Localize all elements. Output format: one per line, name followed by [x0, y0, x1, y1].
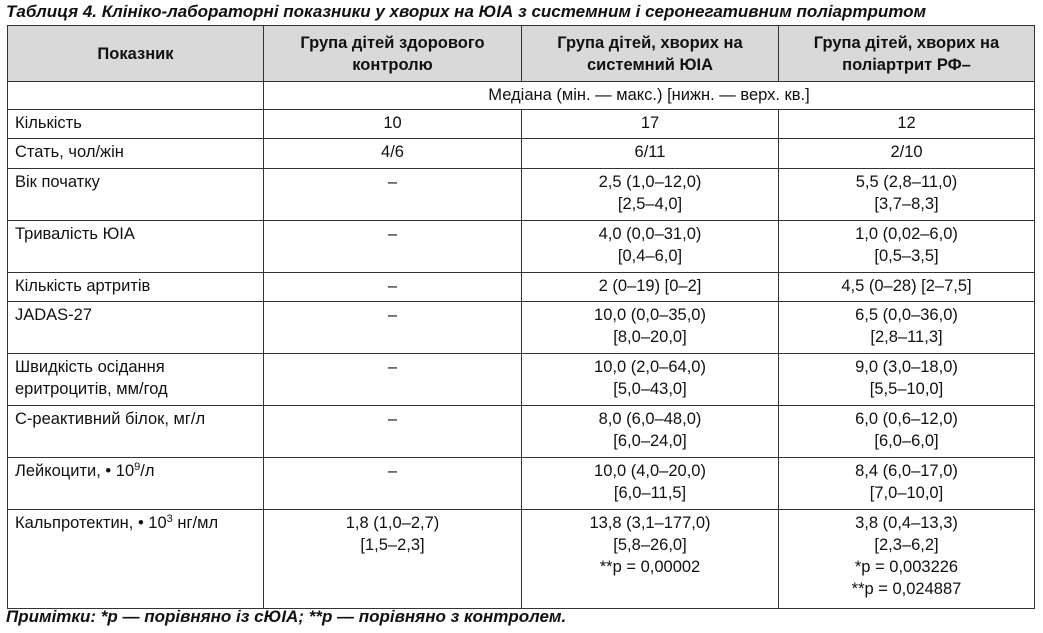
value-cell-c1 [264, 510, 522, 609]
value-line: – [387, 173, 398, 191]
row-label: Кількість артритів [8, 273, 264, 302]
value-line: [6,0–6,0] [874, 432, 939, 450]
empty-cell [8, 82, 264, 110]
value-cell-c1 [264, 221, 522, 273]
value-cell-c1 [264, 139, 522, 169]
value-line: – [387, 306, 398, 324]
header-row [8, 26, 1035, 82]
table-row [8, 302, 1035, 354]
value-line: 12 [897, 114, 916, 132]
value-line: [2,5–4,0] [617, 195, 683, 213]
value-line: 5,5 (2,8–11,0) [855, 173, 958, 191]
value-cell-c2 [522, 510, 779, 609]
row-label-text: Лейкоцити, • 10 [15, 462, 135, 480]
row-label: JADAS-27 [8, 302, 264, 354]
value-line: [5,5–10,0] [869, 380, 944, 398]
value-line: 6/11 [634, 143, 666, 161]
value-cell-c1 [264, 354, 522, 406]
value-cell-c3 [779, 273, 1035, 302]
header-systemic-group: Група дітей, хворих на системний ЮІА [522, 26, 779, 82]
value-line: – [387, 462, 398, 480]
value-line: 4,0 (0,0–31,0) [598, 225, 702, 243]
value-line: 1,0 (0,02–6,0) [855, 225, 958, 243]
value-line: 17 [640, 114, 660, 132]
value-cell-c2 [522, 354, 779, 406]
value-line: 2,5 (1,0–12,0) [598, 173, 702, 191]
value-line: [2,3–6,2] [874, 536, 939, 554]
table-row [8, 273, 1035, 302]
value-line: – [387, 358, 398, 376]
value-cell-c1 [264, 458, 522, 510]
value-cell-c2 [522, 169, 779, 221]
row-label-unit: нг/мл [172, 514, 219, 532]
value-line: [7,0–10,0] [869, 484, 944, 502]
value-cell-c2 [522, 110, 779, 139]
row-label-text: Кальпротектин, • 10 [15, 514, 167, 532]
value-cell-c3 [779, 406, 1035, 458]
value-line: 8,0 (6,0–48,0) [598, 410, 702, 428]
value-cell-c2 [522, 139, 779, 169]
value-line: 10 [383, 114, 402, 132]
table-footnote: Примітки: *р — порівняно із сЮІА; **р — порівняно з контролем. [6, 607, 567, 626]
row-label [8, 458, 264, 510]
value-line: [0,4–6,0] [617, 247, 683, 265]
value-line: [2,8–11,3] [870, 328, 943, 346]
row-label: С-реактивний білок, мг/л [8, 406, 264, 458]
value-line: 4,5 (0–28) [2–7,5] [841, 277, 972, 295]
row-label-exponent: 3 [166, 513, 173, 525]
value-line: 8,4 (6,0–17,0) [855, 462, 958, 480]
value-line: 6,5 (0,0–36,0) [855, 306, 958, 324]
value-line: 10,0 (4,0–20,0) [594, 462, 706, 480]
data-table [7, 25, 1035, 609]
table-row [8, 458, 1035, 510]
header-indicator: Показник [8, 26, 264, 82]
value-line: [1,5–2,3] [360, 536, 425, 554]
value-cell-c3 [779, 458, 1035, 510]
subheader-cell: Медіана (мін. — макс.) [нижн. — верх. кв.] [264, 82, 1035, 110]
subheader-row [8, 82, 1035, 110]
table-row [8, 139, 1035, 169]
value-line: [0,5–3,5] [874, 247, 939, 265]
value-cell-c3 [779, 110, 1035, 139]
table-row [8, 169, 1035, 221]
value-line: 6,0 (0,6–12,0) [855, 410, 958, 428]
value-line: 2/10 [890, 143, 923, 161]
value-cell-c1 [264, 406, 522, 458]
table-caption: Таблиця 4. Клініко-лабораторні показники у хворих на ЮІА з системним і серонегативним поліартритом [6, 2, 927, 21]
value-cell-c2 [522, 406, 779, 458]
value-line: 10,0 (2,0–64,0) [594, 358, 706, 376]
row-label: Стать, чол/жін [8, 139, 264, 169]
value-cell-c3 [779, 354, 1035, 406]
value-cell-c1 [264, 302, 522, 354]
value-line: 4/6 [381, 143, 404, 161]
value-cell-c2 [522, 273, 779, 302]
table-row [8, 110, 1035, 139]
value-cell-c1 [264, 110, 522, 139]
value-cell-c3 [779, 221, 1035, 273]
value-line: 3,8 (0,4–13,3) [855, 514, 958, 532]
value-line: **p = 0,024887 [851, 580, 962, 598]
value-cell-c3 [779, 139, 1035, 169]
value-line: **p = 0,00002 [599, 558, 701, 576]
value-line: – [387, 277, 398, 295]
table-row [8, 354, 1035, 406]
value-cell-c3 [779, 169, 1035, 221]
value-line: – [387, 225, 398, 243]
value-line: [5,0–43,0] [613, 380, 687, 398]
value-line: 13,8 (3,1–177,0) [589, 514, 711, 532]
row-label: Вік початку [8, 169, 264, 221]
value-line: *p = 0,003226 [854, 558, 959, 576]
row-label-unit: /л [140, 462, 155, 480]
value-cell-c1 [264, 169, 522, 221]
table-row [8, 406, 1035, 458]
value-cell-c2 [522, 458, 779, 510]
value-line: [5,8–26,0] [613, 536, 687, 554]
value-cell-c2 [522, 302, 779, 354]
value-cell-c1 [264, 273, 522, 302]
value-line: 1,8 (1,0–2,7) [345, 514, 440, 532]
header-polyarthritis-group: Група дітей, хворих на поліартрит РФ– [779, 26, 1035, 82]
value-line: [6,0–11,5] [613, 484, 687, 502]
value-line: 10,0 (0,0–35,0) [594, 306, 706, 324]
row-label: Тривалість ЮІА [8, 221, 264, 273]
value-cell-c3 [779, 302, 1035, 354]
value-line: – [387, 410, 398, 428]
value-line: 9,0 (3,0–18,0) [855, 358, 958, 376]
value-line: 2 (0–19) [0–2] [598, 277, 702, 295]
value-line: [6,0–24,0] [613, 432, 687, 450]
row-label: Кількість [8, 110, 264, 139]
row-label [8, 510, 264, 609]
value-line: [3,7–8,3] [874, 195, 939, 213]
value-cell-c2 [522, 221, 779, 273]
row-label: Швидкість осідання еритроцитів, мм/год [8, 354, 264, 406]
value-cell-c3 [779, 510, 1035, 609]
value-line: [8,0–20,0] [613, 328, 687, 346]
header-control-group: Група дітей здорового контролю [264, 26, 522, 82]
table-row [8, 221, 1035, 273]
table-row [8, 510, 1035, 609]
row-label-exponent: 9 [134, 461, 141, 473]
